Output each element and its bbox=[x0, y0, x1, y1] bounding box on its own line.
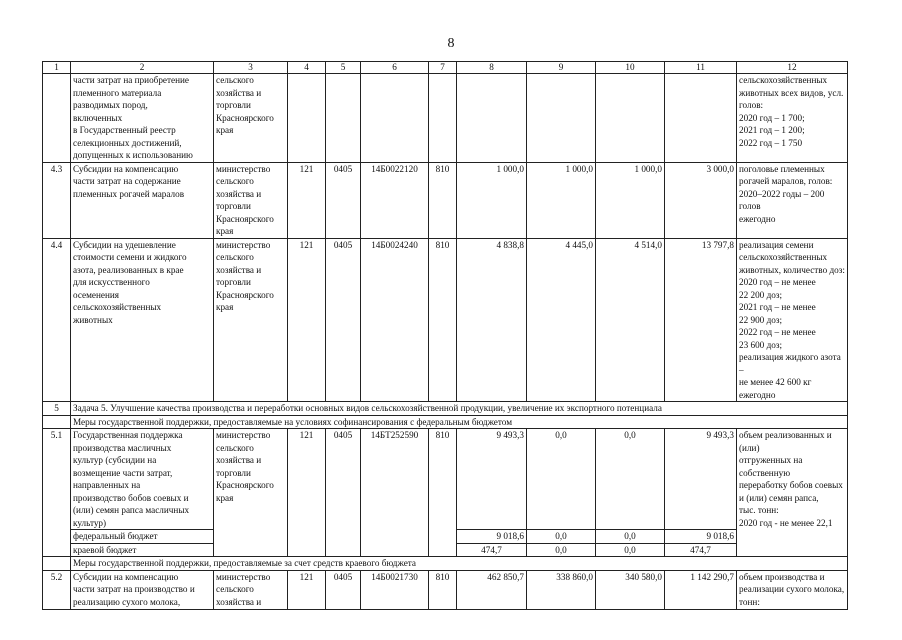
task-title: Задача 5. Улучшение качества производства и переработки основных видов сельскохозяйственной продукции, увеличение их экспортного потенциала bbox=[71, 402, 848, 416]
amount-2021: 4 445,0 bbox=[527, 238, 596, 402]
expense-type: 810 bbox=[429, 238, 457, 402]
column-number: 8 bbox=[457, 62, 527, 74]
column-number: 11 bbox=[665, 62, 737, 74]
amount-2021: 338 860,0 bbox=[527, 570, 596, 609]
item-number: 4.4 bbox=[43, 238, 71, 402]
expense-type: 810 bbox=[429, 162, 457, 238]
expense-type: 810 bbox=[429, 429, 457, 557]
amount-2021 bbox=[527, 74, 596, 163]
amount-2022: 0,0 bbox=[596, 543, 665, 557]
column-number: 3 bbox=[214, 62, 288, 74]
responsible-body: министерство сельского хозяйства и торговли Красноярского края bbox=[214, 429, 288, 557]
amount-total: 13 797,8 bbox=[665, 238, 737, 402]
amount-2020: 1 000,0 bbox=[457, 162, 527, 238]
amount-2022: 0,0 bbox=[596, 530, 665, 544]
section-heading-regional: Меры государственной поддержки, предоставляемые за счет средств краевого бюджета bbox=[71, 557, 848, 571]
item-number: 5.1 bbox=[43, 429, 71, 557]
expected-result: поголовье племенных рогачей маралов, голов: 2020–2022 годы – 200 голов ежегодно bbox=[737, 162, 848, 238]
measure-name: Субсидии на компенсацию части затрат на производство и реализацию сухого молока, bbox=[71, 570, 214, 609]
table-row bbox=[43, 570, 848, 609]
column-number: 5 bbox=[326, 62, 361, 74]
amount-total: 9 493,3 bbox=[665, 429, 737, 530]
section-row bbox=[43, 415, 848, 429]
amount-total: 9 018,6 bbox=[665, 530, 737, 544]
amount-2022: 0,0 bbox=[596, 429, 665, 530]
target-article: 14БТ252590 bbox=[361, 429, 429, 557]
section-code: 0405 bbox=[326, 162, 361, 238]
expected-result: объем производства и реализации сухого молока, тонн: bbox=[737, 570, 848, 609]
amount-total: 474,7 bbox=[665, 543, 737, 557]
column-number-row bbox=[43, 62, 848, 74]
amount-total: 3 000,0 bbox=[665, 162, 737, 238]
column-number: 6 bbox=[361, 62, 429, 74]
program-measures-table bbox=[42, 61, 848, 610]
amount-2022: 1 000,0 bbox=[596, 162, 665, 238]
budget-label: краевой бюджет bbox=[71, 543, 214, 557]
grbs-code: 121 bbox=[288, 429, 326, 557]
table-row bbox=[43, 429, 848, 530]
amount-2020: 4 838,8 bbox=[457, 238, 527, 402]
item-number bbox=[43, 74, 71, 163]
table-row bbox=[43, 162, 848, 238]
column-number: 2 bbox=[71, 62, 214, 74]
responsible-body: министерство сельского хозяйства и bbox=[214, 570, 288, 609]
page-number: 8 bbox=[447, 36, 455, 51]
section-code: 0405 bbox=[326, 429, 361, 557]
column-number: 1 bbox=[43, 62, 71, 74]
table-row bbox=[43, 74, 848, 163]
amount-2021: 0,0 bbox=[527, 543, 596, 557]
target-article: 14Б0021730 bbox=[361, 570, 429, 609]
expense-type bbox=[429, 74, 457, 163]
column-number: 12 bbox=[737, 62, 848, 74]
target-article: 14Б0024240 bbox=[361, 238, 429, 402]
responsible-body: министерство сельского хозяйства и торговли Красноярского края bbox=[214, 238, 288, 402]
column-number: 10 bbox=[596, 62, 665, 74]
expense-type: 810 bbox=[429, 570, 457, 609]
column-number: 9 bbox=[527, 62, 596, 74]
amount-2021: 1 000,0 bbox=[527, 162, 596, 238]
amount-2020 bbox=[457, 74, 527, 163]
amount-total bbox=[665, 74, 737, 163]
task-row bbox=[43, 402, 848, 416]
amount-2020: 9 018,6 bbox=[457, 530, 527, 544]
item-number: 5.2 bbox=[43, 570, 71, 609]
grbs-code bbox=[288, 74, 326, 163]
amount-2021: 0,0 bbox=[527, 530, 596, 544]
responsible-body: министерство сельского хозяйства и торговли Красноярского края bbox=[214, 162, 288, 238]
amount-2020: 474,7 bbox=[457, 543, 527, 557]
budget-label: федеральный бюджет bbox=[71, 530, 214, 544]
amount-2022: 340 580,0 bbox=[596, 570, 665, 609]
target-article bbox=[361, 74, 429, 163]
item-number bbox=[43, 415, 71, 429]
expected-result: сельскохозяйственных животных всех видов, усл. голов: 2020 год – 1 700; 2021 год – 1 200; 2022 год – 1 750 bbox=[737, 74, 848, 163]
responsible-body: сельского хозяйства и торговли Красноярского края bbox=[214, 74, 288, 163]
grbs-code: 121 bbox=[288, 238, 326, 402]
measure-name: Субсидии на удешевление стоимости семени и жидкого азота, реализованных в крае для искусственного осеменения сельскохозяйственных животных bbox=[71, 238, 214, 402]
item-number: 4.3 bbox=[43, 162, 71, 238]
section-code: 0405 bbox=[326, 238, 361, 402]
task-number: 5 bbox=[43, 402, 71, 416]
grbs-code: 121 bbox=[288, 162, 326, 238]
measure-name: Государственная поддержка производства масличных культур (субсидии на возмещение части затрат, направленных на производство бобов соевых и (или) семян рапса масличных культур) bbox=[71, 429, 214, 530]
amount-2021: 0,0 bbox=[527, 429, 596, 530]
amount-2022 bbox=[596, 74, 665, 163]
amount-2020: 462 850,7 bbox=[457, 570, 527, 609]
amount-2020: 9 493,3 bbox=[457, 429, 527, 530]
column-number: 7 bbox=[429, 62, 457, 74]
measure-name: Субсидии на компенсацию части затрат на содержание племенных рогачей маралов bbox=[71, 162, 214, 238]
expected-result: объем реализованных и (или) отгруженных на собственную переработку бобов соевых и (или) семян рапса, тыс. тонн: 2020 год - не менее 22,1 bbox=[737, 429, 848, 557]
section-code: 0405 bbox=[326, 570, 361, 609]
measure-name: части затрат на приобретение племенного материала разводимых пород, включенных в Государственный реестр селекционных достижений, допущенных к использованию bbox=[71, 74, 214, 163]
column-number: 4 bbox=[288, 62, 326, 74]
item-number bbox=[43, 557, 71, 571]
section-row bbox=[43, 557, 848, 571]
grbs-code: 121 bbox=[288, 570, 326, 609]
expected-result: реализация семени сельскохозяйственных животных, количество доз: 2020 год – не менее 22 200 доз; 2021 год – не менее 22 900 доз; 2022 год – не менее 23 600 доз; реализация жидкого азота – не менее 42 600 кг ежегодно bbox=[737, 238, 848, 402]
section-heading-federal: Меры государственной поддержки, предоставляемые на условиях софинансирования с федеральным бюджетом bbox=[71, 415, 848, 429]
table-row bbox=[43, 238, 848, 402]
amount-2022: 4 514,0 bbox=[596, 238, 665, 402]
target-article: 14Б0022120 bbox=[361, 162, 429, 238]
section-code bbox=[326, 74, 361, 163]
amount-total: 1 142 290,7 bbox=[665, 570, 737, 609]
